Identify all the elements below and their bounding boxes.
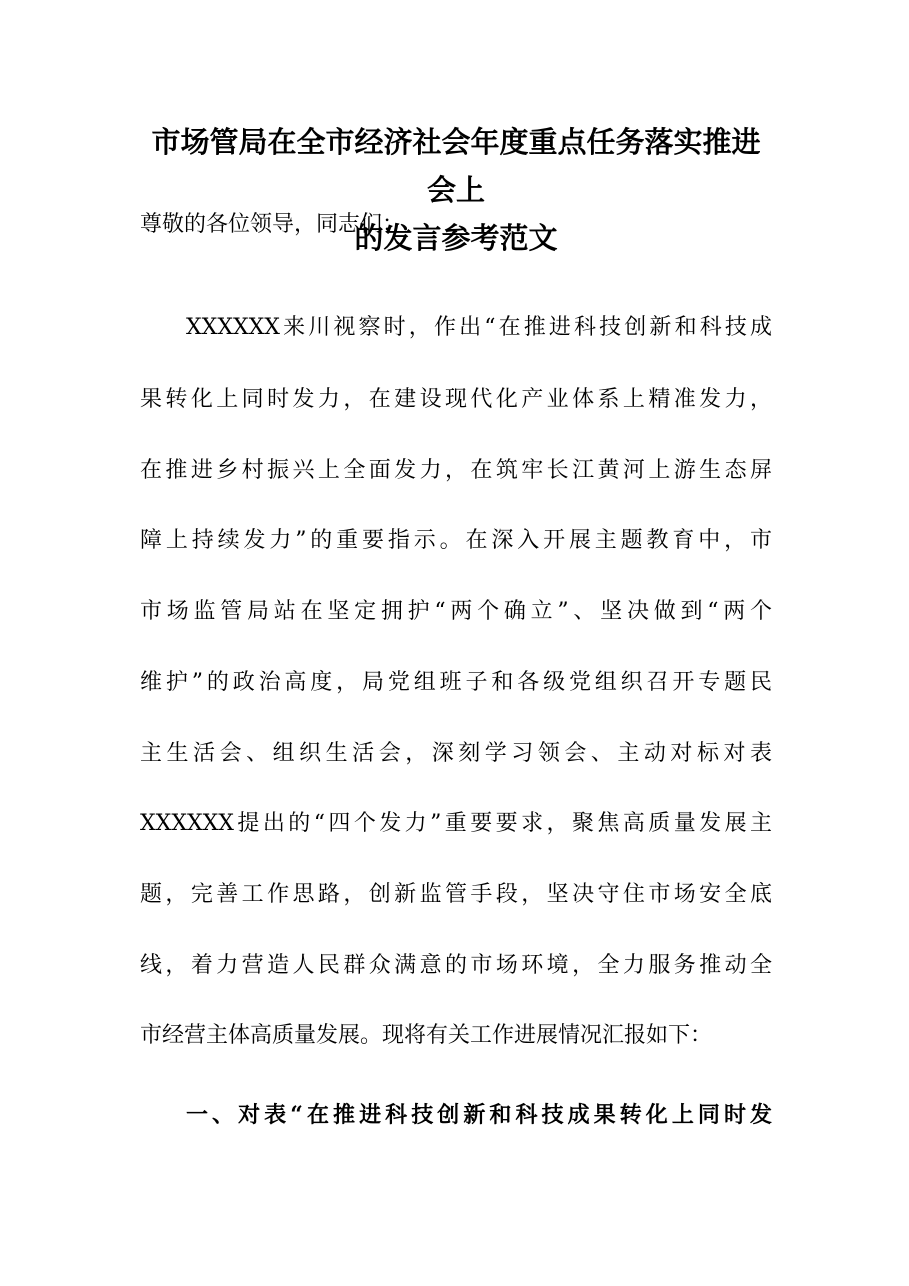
paragraph-line: 维护”的政治高度，局党组班子和各级党组织召开专题民 — [140, 670, 772, 695]
paragraph-line: 障上持续发力”的重要指示。在深入开展主题教育中，市 — [140, 528, 772, 553]
paragraph-line: 题，完善工作思路，创新监管手段，坚决守住市场安全底 — [140, 882, 772, 907]
paragraph-line: 市场监管局站在坚定拥护“两个确立”、坚决做到“两个 — [140, 599, 772, 624]
title-line-1: 市场管局在全市经济社会年度重点任务落实推进会上 — [151, 125, 761, 207]
paragraph-line: 主生活会、组织生活会，深刻学习领会、主动对标对表 — [140, 741, 772, 766]
title-line-2: 的发言参考范文 — [354, 221, 558, 255]
paragraph-line: XXXXXX来川视察时，作出“在推进科技创新和科技成 — [186, 315, 772, 340]
paragraph-line: 在推进乡村振兴上全面发力，在筑牢长江黄河上游生态屏 — [140, 458, 772, 483]
paragraph-line: 市经营主体高质量发展。现将有关工作进展情况汇报如下： — [140, 1023, 713, 1048]
salutation: 尊敬的各位领导，同志们： — [140, 212, 405, 237]
paragraph-line: 果转化上同时发力，在建设现代化产业体系上精准发力， — [140, 387, 772, 412]
paragraph-line: 线，着力营造人民群众满意的市场环境，全力服务推动全 — [140, 953, 772, 978]
paragraph-line: XXXXXX提出的“四个发力”重要要求，聚焦高质量发展主 — [140, 811, 772, 836]
section-heading-1: 一、对表“在推进科技创新和科技成果转化上同时发 — [186, 1102, 772, 1128]
